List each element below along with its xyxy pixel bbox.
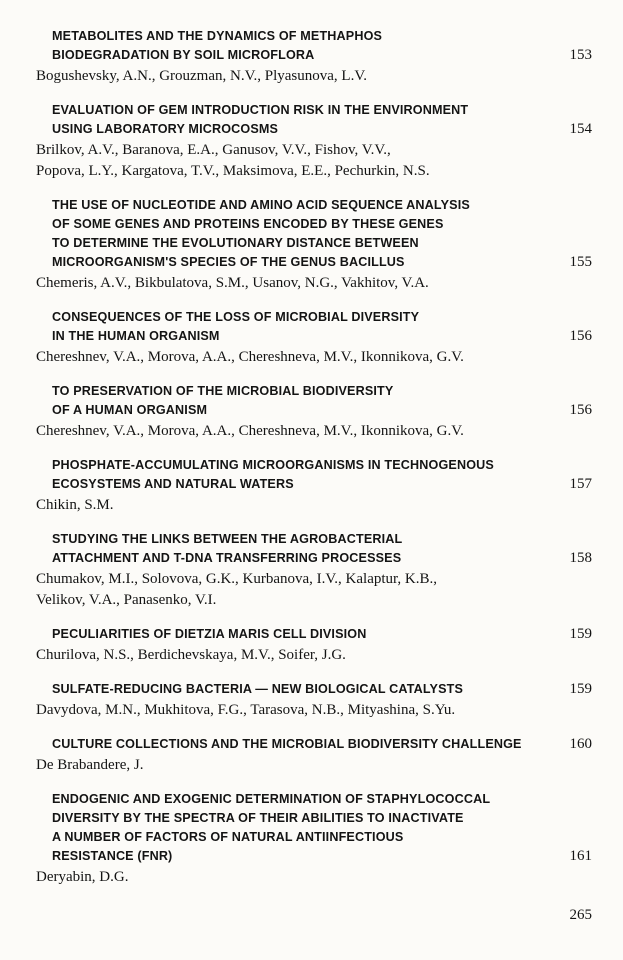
entry-title-line: [52, 101, 592, 120]
entry-title-text: EVALUATION OF GEM INTRODUCTION RISK IN THE ENVIRONMENT: [52, 103, 469, 117]
entry-authors: [36, 867, 592, 888]
entry-page-number: 159: [569, 626, 592, 642]
entry-authors: [36, 347, 592, 368]
entry-page-number: 157: [569, 476, 592, 492]
entry-page-number: 156: [569, 402, 592, 418]
entry-author-line: Popova, L.Y., Kargatova, T.V., Maksimova, E.E., Pechurkin, N.S.: [36, 163, 430, 179]
entry-title-text: RESISTANCE (FNR): [52, 849, 173, 863]
toc-entry: [36, 196, 592, 294]
entry-title-text: STUDYING THE LINKS BETWEEN THE AGROBACTERIAL: [52, 532, 403, 546]
entry-title: [36, 680, 592, 699]
entry-title-line: [52, 456, 592, 475]
entry-title-text: ATTACHMENT AND T-DNA TRANSFERRING PROCESSES: [52, 551, 402, 565]
entry-title-text: TO DETERMINE THE EVOLUTIONARY DISTANCE BETWEEN: [52, 236, 419, 250]
entry-title-text: PHOSPHATE-ACCUMULATING MICROORGANISMS IN TECHNOGENOUS: [52, 458, 494, 472]
entry-title-text: BIODEGRADATION BY SOIL MICROFLORA: [52, 48, 315, 62]
entry-title: [36, 790, 592, 866]
entry-title-line: [52, 382, 592, 401]
entry-author-line: Deryabin, D.G.: [36, 869, 129, 885]
entry-authors: [36, 569, 592, 611]
toc-entry: [36, 382, 592, 442]
entry-title-line: [52, 790, 592, 809]
entry-page-number: 153: [569, 47, 592, 63]
entry-author-line: Churilova, N.S., Berdichevskaya, M.V., Soifer, J.G.: [36, 647, 346, 663]
toc-entry: [36, 530, 592, 611]
entry-author-line: De Brabandere, J.: [36, 757, 144, 773]
entry-title: [36, 196, 592, 272]
entry-title: [36, 456, 592, 494]
entry-authors: [36, 140, 592, 182]
entry-title-line: [52, 625, 592, 644]
entry-title: [36, 101, 592, 139]
entry-title-line: [52, 120, 592, 139]
entry-title-line: [52, 46, 592, 65]
entry-title-text: SULFATE-REDUCING BACTERIA — NEW BIOLOGICAL CATALYSTS: [52, 682, 464, 696]
entry-title-text: OF A HUMAN ORGANISM: [52, 403, 208, 417]
entry-title-line: [52, 847, 592, 866]
entry-title-line: [52, 809, 592, 828]
toc-entry: [36, 735, 592, 776]
toc-list: [36, 27, 592, 888]
entry-authors: [36, 273, 592, 294]
entry-author-line: Chereshnev, V.A., Morova, A.A., Chereshneva, M.V., Ikonnikova, G.V.: [36, 349, 464, 365]
entry-author-line: Davydova, M.N., Mukhitova, F.G., Tarasova, N.B., Mityashina, S.Yu.: [36, 702, 456, 718]
entry-title-line: [52, 253, 592, 272]
entry-author-line: Chumakov, M.I., Solovova, G.K., Kurbanova, I.V., Kalaptur, K.B.,: [36, 571, 438, 587]
entry-title-text: CULTURE COLLECTIONS AND THE MICROBIAL BIODIVERSITY CHALLENGE: [52, 737, 522, 751]
entry-page-number: 158: [569, 550, 592, 566]
entry-title-text: THE USE OF NUCLEOTIDE AND AMINO ACID SEQUENCE ANALYSIS: [52, 198, 470, 212]
entry-title-text: PECULIARITIES OF DIETZIA MARIS CELL DIVISION: [52, 627, 367, 641]
toc-entry: [36, 308, 592, 368]
entry-title-line: [52, 475, 592, 494]
entry-title-line: [52, 401, 592, 420]
entry-title-text: IN THE HUMAN ORGANISM: [52, 329, 220, 343]
entry-page-number: 156: [569, 328, 592, 344]
entry-title-line: [52, 196, 592, 215]
entry-author-line: Brilkov, A.V., Baranova, E.A., Ganusov, V.V., Fishov, V.V.,: [36, 142, 391, 158]
entry-title-text: A NUMBER OF FACTORS OF NATURAL ANTIINFECTIOUS: [52, 830, 404, 844]
entry-author-line: Velikov, V.A., Panasenko, V.I.: [36, 592, 217, 608]
entry-title-line: [52, 327, 592, 346]
entry-title-text: METABOLITES AND THE DYNAMICS OF METHAPHOS: [52, 29, 383, 43]
entry-title-text: ENDOGENIC AND EXOGENIC DETERMINATION OF STAPHYLOCOCCAL: [52, 792, 491, 806]
entry-authors: [36, 755, 592, 776]
entry-author-line: Chikin, S.M.: [36, 497, 114, 513]
toc-entry: [36, 680, 592, 721]
entry-title-line: [52, 308, 592, 327]
entry-title-text: OF SOME GENES AND PROTEINS ENCODED BY THESE GENES: [52, 217, 444, 231]
entry-authors: [36, 495, 592, 516]
entry-author-line: Chereshnev, V.A., Morova, A.A., Chereshneva, M.V., Ikonnikova, G.V.: [36, 423, 464, 439]
entry-title-line: [52, 828, 592, 847]
toc-entry: [36, 625, 592, 666]
entry-title-line: [52, 549, 592, 568]
entry-title-text: DIVERSITY BY THE SPECTRA OF THEIR ABILITIES TO INACTIVATE: [52, 811, 464, 825]
entry-title-text: USING LABORATORY MICROCOSMS: [52, 122, 279, 136]
folio-page-number: 265: [569, 907, 592, 923]
entry-page-number: 155: [569, 254, 592, 270]
entry-title: [36, 625, 592, 644]
entry-authors: [36, 700, 592, 721]
entry-author-line: Chemeris, A.V., Bikbulatova, S.M., Usanov, N.G., Vakhitov, V.A.: [36, 275, 429, 291]
entry-title-line: [52, 735, 592, 754]
entry-title-line: [52, 27, 592, 46]
entry-title-text: ECOSYSTEMS AND NATURAL WATERS: [52, 477, 294, 491]
entry-title: [36, 735, 592, 754]
entry-page-number: 159: [569, 681, 592, 697]
entry-authors: [36, 645, 592, 666]
entry-title-line: [52, 234, 592, 253]
toc-entry: [36, 27, 592, 87]
toc-entry: [36, 101, 592, 182]
entry-title-line: [52, 680, 592, 699]
entry-page-number: 160: [569, 736, 592, 752]
entry-title-line: [52, 530, 592, 549]
entry-authors: [36, 421, 592, 442]
entry-title-text: TO PRESERVATION OF THE MICROBIAL BIODIVERSITY: [52, 384, 394, 398]
entry-title: [36, 308, 592, 346]
entry-title: [36, 530, 592, 568]
entry-title-line: [52, 215, 592, 234]
entry-title-text: MICROORGANISM'S SPECIES OF THE GENUS BACILLUS: [52, 255, 405, 269]
toc-entry: [36, 790, 592, 888]
entry-author-line: Bogushevsky, A.N., Grouzman, N.V., Plyasunova, L.V.: [36, 68, 367, 84]
entry-page-number: 161: [569, 848, 592, 864]
entry-page-number: 154: [569, 121, 592, 137]
entry-authors: [36, 66, 592, 87]
toc-entry: [36, 456, 592, 516]
entry-title: [36, 382, 592, 420]
entry-title-text: CONSEQUENCES OF THE LOSS OF MICROBIAL DIVERSITY: [52, 310, 420, 324]
entry-title: [36, 27, 592, 65]
